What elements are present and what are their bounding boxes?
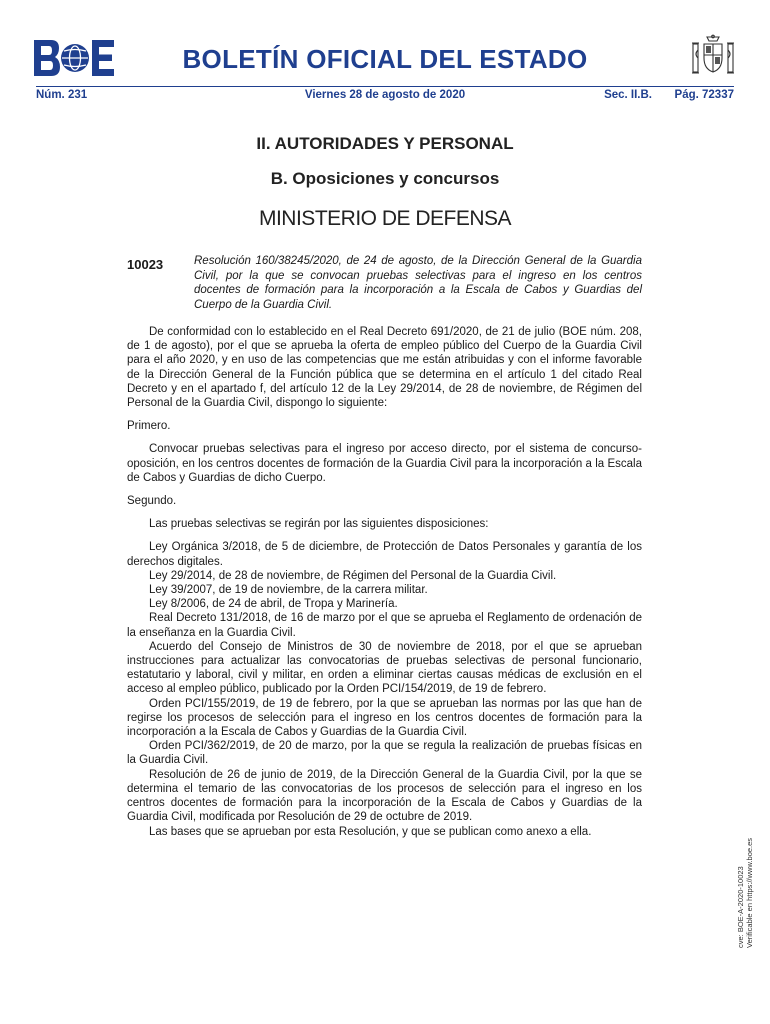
regulation-item: Ley 29/2014, de 28 de noviembre, de Régimen del Personal de la Guardia Civil. <box>149 569 557 582</box>
ministry-heading: MINISTERIO DE DEFENSA <box>258 207 512 230</box>
regulation-item: Orden PCI/362/2019, de 20 de marzo, por la que se regula la realización de pruebas físicas en la Guardia Civil. <box>127 740 642 767</box>
resolution-title: Resolución 160/38245/2020, de 24 de agosto, de la Dirección General de la Guardia Civil, por la que se convocan pruebas selectivas para el ingreso en los centros docentes de formación para la incorporación a la Escala de Cabos y Guardias del Cuerpo de la Guardia Civil. <box>194 255 642 311</box>
regulation-item: Resolución de 26 de junio de 2019, de la Dirección General de la Guardia Civil, por la que se determina el temario de las convocatorias de los procesos de selección para el ingreso en los centros docentes de formación para la incorporación de la Escala de Cabos y Guardias de la Guardia Civil, modificada por Resolución de 29 de octubre de 2019. <box>127 768 642 824</box>
header-divider <box>36 86 734 87</box>
article-heading: Segundo. <box>127 495 177 508</box>
issue-date: Viernes 28 de agosto de 2020 <box>304 89 466 101</box>
verification-url[interactable]: Verificable en https://www.boe.es <box>745 837 754 948</box>
body-paragraph: Las bases que se aprueban por esta Resolución, y que se publican como anexo a ella. <box>149 825 592 838</box>
publication-title: BOLETÍN OFICIAL DEL ESTADO <box>182 44 588 74</box>
section-title: II. AUTORIDADES Y PERSONAL <box>256 134 514 153</box>
regulation-item: Ley 8/2006, de 24 de abril, de Tropa y Marinería. <box>149 598 398 611</box>
cve-code: cve: BOE-A-2020-10023 <box>736 866 745 948</box>
regulation-item: Acuerdo del Consejo de Ministros de 30 de noviembre de 2018, por el que se aprueban instrucciones para actualizar las convocatorias de pruebas selectivas de personal funcionario, estatutario y laboral, civil y militar, en orden a eliminar ciertas causas médicas de exclusión en el acceso al empleo público, publicado por la Orden PCI/154/2019, de 19 de febrero. <box>127 640 642 696</box>
regulation-item: Ley Orgánica 3/2018, de 5 de diciembre, de Protección de Datos Personales y garantía de los derechos digitales. <box>127 541 642 568</box>
regulation-item: Orden PCI/155/2019, de 19 de febrero, por la que se aprueban las normas por las que han de regirse los procesos de selección para el ingreso en los centros docentes de formación para la incorporación a la Escala de Cabos y Guardias de la Guardia Civil. <box>127 697 642 739</box>
body-paragraph: Las pruebas selectivas se regirán por las siguientes disposiciones: <box>149 518 489 531</box>
body-paragraph: De conformidad con lo establecido en el Real Decreto 691/2020, de 21 de julio (BOE núm. 208, de 1 de agosto), por el que se aprueba la oferta de empleo público del Cuerpo de la Guardia Civil para el año 2020, y en uso de las competencias que me están atribuidas y con el informe favorable de la Dirección General de la Función pública que se determina en el artículo 1 del citado Real Decreto y en el apartado f, del artículo 12 de la Ley 29/2014, de 28 de noviembre, de Régimen del Personal de la Guardia Civil, dispongo lo siguiente: <box>127 326 642 410</box>
regulation-item: Ley 39/2007, de 19 de noviembre, de la carrera militar. <box>149 584 428 597</box>
verification-note <box>736 838 754 948</box>
page-number: Pág. 72337 <box>674 89 734 101</box>
document-body <box>127 325 642 839</box>
body-paragraph: Convocar pruebas selectivas para el ingreso por acceso directo, por el sistema de concurso-oposición, en los centros docentes de formación de la Guardia Civil para la incorporación a la Escala de Cabos y Guardias de dicho Cuerpo. <box>127 443 642 484</box>
issue-info-row <box>36 89 734 105</box>
article-heading: Primero. <box>127 420 171 433</box>
section-label: Sec. II.B. <box>604 89 652 101</box>
issue-number: Núm. 231 <box>36 89 88 101</box>
subsection-title: B. Oposiciones y concursos <box>270 169 500 188</box>
coat-of-arms-icon <box>690 34 736 80</box>
document-number: 10023 <box>127 257 164 272</box>
regulation-item: Real Decreto 131/2018, de 16 de marzo por el que se aprueba el Reglamento de ordenación de la enseñanza en la Guardia Civil. <box>127 612 642 639</box>
